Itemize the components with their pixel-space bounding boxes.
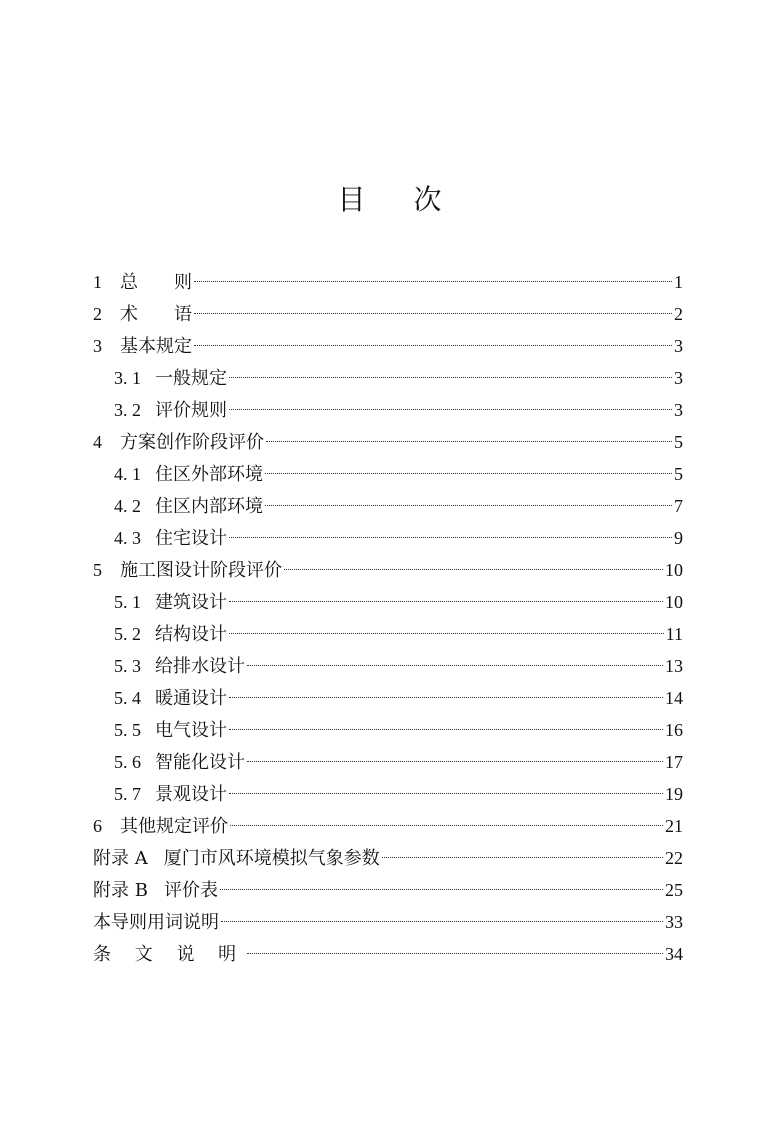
toc-entry-3-1[interactable] — [93, 362, 683, 394]
toc-entry-label: 评价规则 — [155, 400, 227, 421]
toc-leader-dots — [266, 441, 672, 442]
toc-entry-number: 4. 2 — [114, 496, 141, 516]
toc-entry-label: 住宅设计 — [155, 528, 227, 549]
toc-entry-number: 5. 2 — [114, 624, 141, 644]
toc-entry-page: 10 — [665, 560, 683, 580]
toc-entry-page: 34 — [665, 944, 683, 964]
toc-entry-number: 6 — [93, 816, 102, 836]
toc-leader-dots — [229, 601, 663, 602]
toc-entry-label: 厦门市风环境模拟气象参数 — [163, 848, 380, 869]
toc-entry-page: 21 — [665, 816, 683, 836]
toc-entry-6[interactable] — [93, 810, 683, 842]
toc-leader-dots — [247, 761, 663, 762]
toc-entry-page: 3 — [674, 368, 683, 388]
toc-entry-page: 19 — [665, 784, 683, 804]
toc-entry-page: 9 — [674, 528, 683, 548]
toc-entry-3[interactable] — [93, 330, 683, 362]
toc-title — [0, 182, 779, 218]
toc-entry-page: 10 — [665, 592, 683, 612]
toc-entry-5-7[interactable] — [93, 778, 683, 810]
toc-leader-dots — [229, 697, 663, 698]
toc-title-left: 目 — [337, 183, 366, 216]
toc-entry-page: 13 — [665, 656, 683, 676]
toc-entry-number: 5. 5 — [114, 720, 141, 740]
toc-entry-label: 暖通设计 — [155, 688, 227, 709]
toc-leader-dots — [229, 537, 672, 538]
toc-entry-1[interactable] — [93, 266, 683, 298]
toc-entry-label: 基本规定 — [120, 336, 192, 357]
toc-entry-4-1[interactable] — [93, 458, 683, 490]
toc-entry-page: 14 — [665, 688, 683, 708]
toc-entry-number: 5. 4 — [114, 688, 141, 708]
toc-entry-label: 方案创作阶段评价 — [120, 432, 264, 453]
toc-leader-dots — [229, 633, 664, 634]
toc-entry-number: 5. 6 — [114, 752, 141, 772]
toc-entry-number: 3. 2 — [114, 400, 141, 420]
toc-list — [93, 266, 683, 970]
toc-entry-number: 5 — [93, 560, 102, 580]
toc-leader-dots — [265, 473, 672, 474]
toc-entry-4[interactable] — [93, 426, 683, 458]
toc-entry-number: 3. 1 — [114, 368, 141, 388]
toc-leader-dots — [247, 953, 663, 954]
toc-entry-number: 1 — [93, 272, 102, 292]
toc-entry-number: 附录 A — [93, 848, 148, 869]
toc-entry-page: 5 — [674, 464, 683, 484]
toc-entry-page: 3 — [674, 336, 683, 356]
toc-entry-2[interactable] — [93, 298, 683, 330]
toc-entry-label: 一般规定 — [155, 368, 227, 389]
toc-leader-dots — [194, 345, 672, 346]
toc-leader-dots — [194, 281, 672, 282]
toc-entry-5-4[interactable] — [93, 682, 683, 714]
toc-entry-number: 4 — [93, 432, 102, 452]
toc-entry-label: 评价表 — [163, 880, 218, 901]
toc-leader-dots — [284, 569, 663, 570]
toc-entry-page: 1 — [674, 272, 683, 292]
toc-leader-dots — [229, 729, 663, 730]
toc-entry-label: 建筑设计 — [155, 592, 227, 613]
toc-leader-dots — [265, 505, 672, 506]
toc-entry-label: 结构设计 — [155, 624, 227, 645]
toc-leader-dots — [230, 825, 663, 826]
toc-entry-label: 智能化设计 — [155, 752, 245, 773]
toc-entry-page: 25 — [665, 880, 683, 900]
toc-title-right: 次 — [413, 183, 442, 216]
toc-entry-label: 景观设计 — [155, 784, 227, 805]
toc-entry-page: 3 — [674, 400, 683, 420]
toc-entry-label: 术 语 — [120, 304, 192, 325]
toc-entry-4-2[interactable] — [93, 490, 683, 522]
toc-entry-article-explanation[interactable] — [93, 938, 683, 970]
toc-entry-label: 施工图设计阶段评价 — [120, 560, 282, 581]
toc-entry-5-5[interactable] — [93, 714, 683, 746]
toc-entry-5[interactable] — [93, 554, 683, 586]
toc-leader-dots — [382, 857, 663, 858]
toc-entry-label: 总 则 — [120, 272, 192, 293]
toc-leader-dots — [221, 921, 663, 922]
toc-entry-page: 11 — [665, 624, 683, 644]
toc-entry-appendix-a[interactable] — [93, 842, 683, 874]
toc-entry-label: 本导则用词说明 — [93, 912, 219, 933]
toc-entry-label: 住区外部环境 — [155, 464, 263, 485]
toc-entry-page: 5 — [674, 432, 683, 452]
toc-leader-dots — [194, 313, 672, 314]
toc-entry-page: 33 — [665, 912, 683, 932]
toc-entry-number: 3 — [93, 336, 102, 356]
toc-entry-label: 其他规定评价 — [120, 816, 228, 837]
toc-entry-page: 2 — [674, 304, 683, 324]
toc-entry-page: 22 — [665, 848, 683, 868]
toc-entry-number: 4. 3 — [114, 528, 141, 548]
toc-entry-label: 住区内部环境 — [155, 496, 263, 517]
toc-entry-5-6[interactable] — [93, 746, 683, 778]
toc-leader-dots — [229, 409, 672, 410]
toc-entry-label: 给排水设计 — [155, 656, 245, 677]
toc-entry-label: 条 文 说 明 — [93, 944, 246, 965]
toc-entry-number: 附录 B — [93, 880, 148, 901]
toc-entry-page: 17 — [665, 752, 683, 772]
toc-entry-number: 5. 7 — [114, 784, 141, 804]
toc-leader-dots — [247, 665, 663, 666]
toc-entry-number: 4. 1 — [114, 464, 141, 484]
toc-entry-3-2[interactable] — [93, 394, 683, 426]
toc-entry-4-3[interactable] — [93, 522, 683, 554]
toc-entry-number: 5. 1 — [114, 592, 141, 612]
toc-entry-5-1[interactable] — [93, 586, 683, 618]
toc-entry-5-2[interactable] — [93, 618, 683, 650]
toc-leader-dots — [229, 793, 663, 794]
toc-entry-page: 7 — [674, 496, 683, 516]
toc-entry-appendix-b[interactable] — [93, 874, 683, 906]
toc-entry-5-3[interactable] — [93, 650, 683, 682]
toc-entry-page: 16 — [665, 720, 683, 740]
toc-entry-label: 电气设计 — [155, 720, 227, 741]
toc-entry-number: 5. 3 — [114, 656, 141, 676]
toc-entry-number: 2 — [93, 304, 102, 324]
toc-leader-dots — [229, 377, 672, 378]
toc-leader-dots — [220, 889, 663, 890]
toc-entry-usage-notes[interactable] — [93, 906, 683, 938]
